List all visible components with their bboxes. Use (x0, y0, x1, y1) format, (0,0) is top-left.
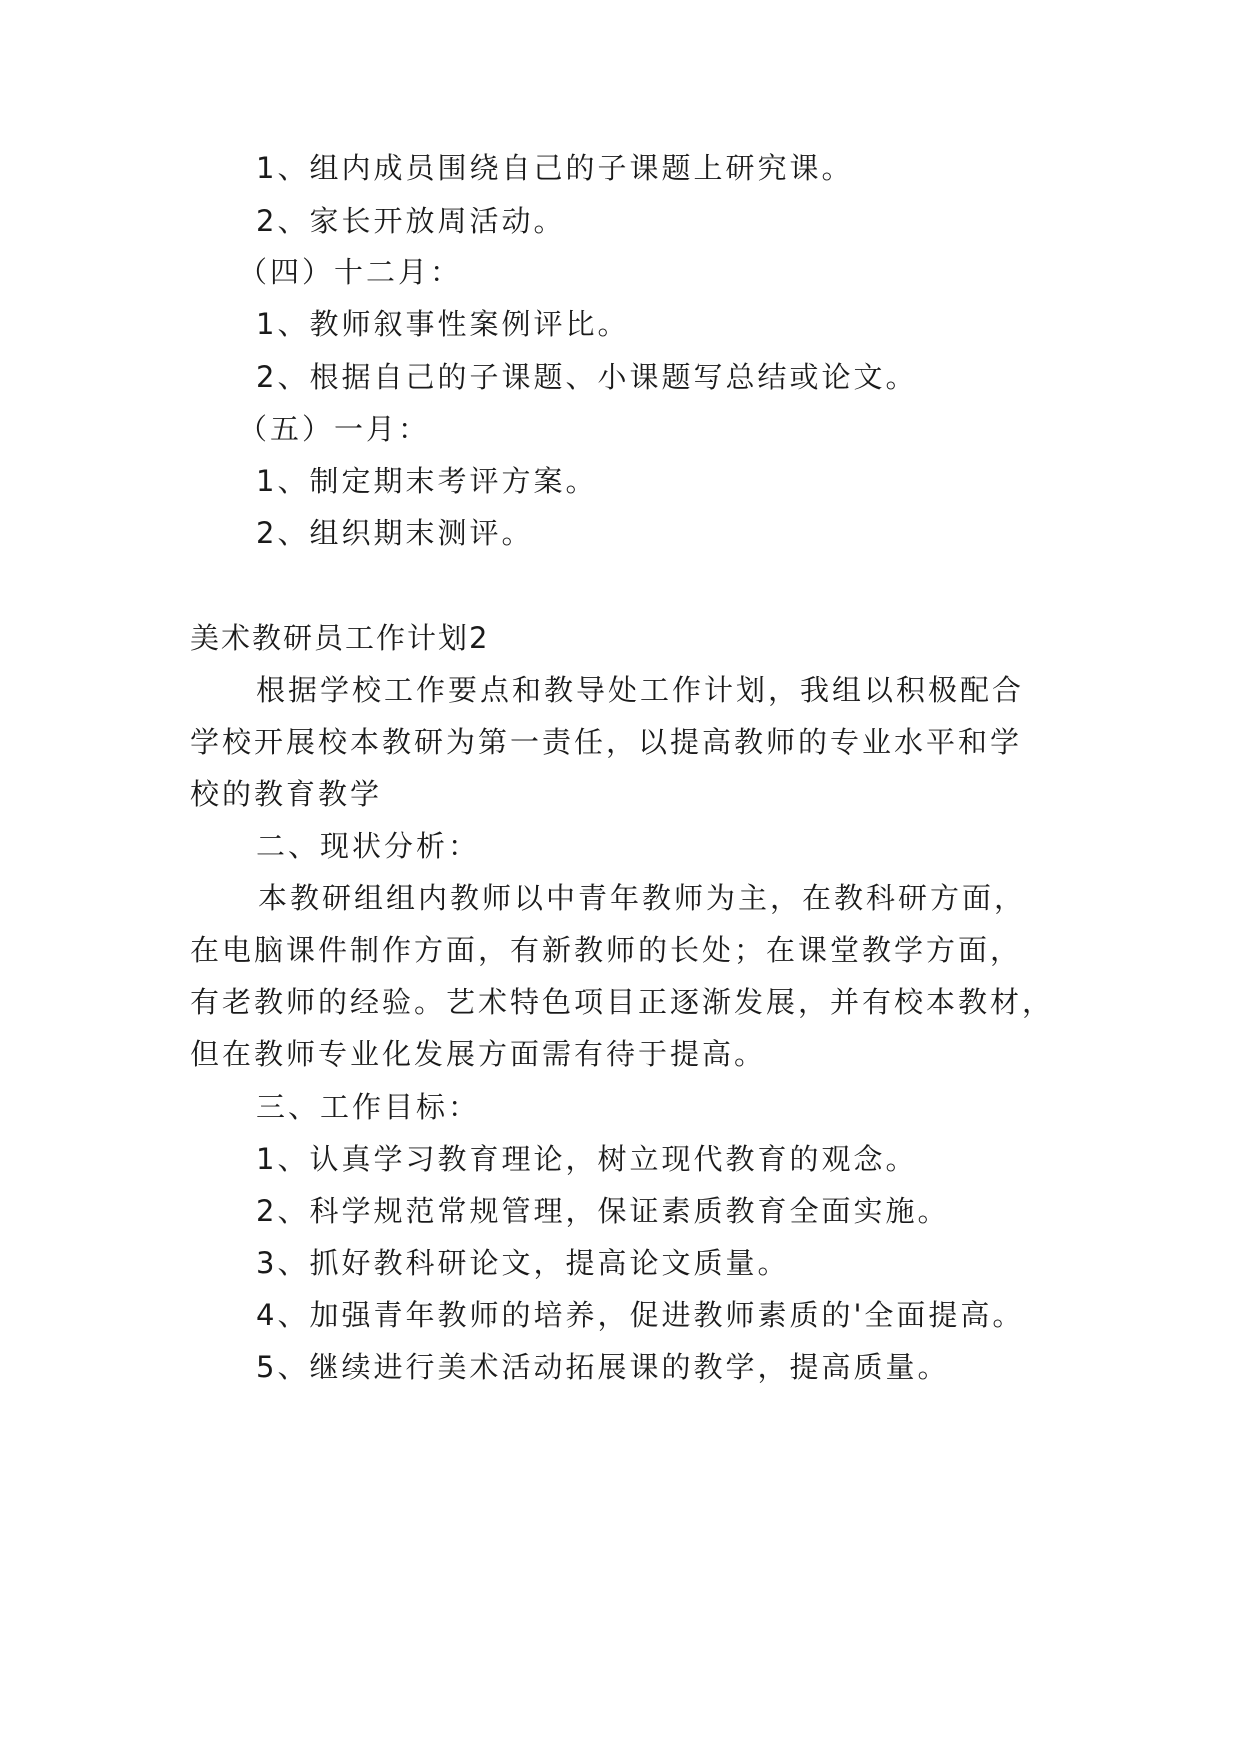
january-heading: （五）一月： (238, 412, 431, 446)
status-line-4: 但在教师专业化发展方面需有待于提高。 (190, 1037, 767, 1071)
intro-line-3: 校的教育教学 (190, 777, 383, 811)
intro-line-1: 根据学校工作要点和教导处工作计划，我组以积极配合 (256, 673, 1025, 707)
status-line-3: 有老教师的经验。艺术特色项目正逐渐发展，并有校本教材， (190, 985, 1055, 1019)
december-item-1: 1、教师叙事性案例评比。 (256, 307, 630, 341)
goal-item-5: 5、继续进行美术活动拓展课的教学，提高质量。 (256, 1350, 950, 1384)
goal-item-4: 4、加强青年教师的培养，促进教师素质的'全面提高。 (256, 1298, 1025, 1332)
november-item-1: 1、组内成员围绕自己的子课题上研究课。 (256, 151, 854, 185)
goals-heading: 三、工作目标： (256, 1090, 481, 1124)
goal-item-1: 1、认真学习教育理论，树立现代教育的观念。 (256, 1142, 918, 1176)
intro-line-2: 学校开展校本教研为第一责任，以提高教师的专业水平和学 (190, 725, 1023, 759)
status-line-1: 本教研组组内教师以中青年教师为主，在教科研方面， (258, 881, 1027, 915)
goal-item-3: 3、抓好教科研论文，提高论文质量。 (256, 1246, 790, 1280)
december-heading: （四）十二月： (238, 255, 463, 289)
november-item-2: 2、家长开放周活动。 (256, 204, 566, 238)
january-item-2: 2、组织期末测评。 (256, 516, 534, 550)
january-item-1: 1、制定期末考评方案。 (256, 464, 598, 498)
goal-item-2: 2、科学规范常规管理，保证素质教育全面实施。 (256, 1194, 950, 1228)
status-line-2: 在电脑课件制作方面，有新教师的长处；在课堂教学方面， (190, 933, 1023, 967)
december-item-2: 2、根据自己的子课题、小课题写总结或论文。 (256, 360, 918, 394)
status-heading: 二、现状分析： (256, 829, 481, 863)
section-title: 美术教研员工作计划2 (190, 621, 490, 655)
